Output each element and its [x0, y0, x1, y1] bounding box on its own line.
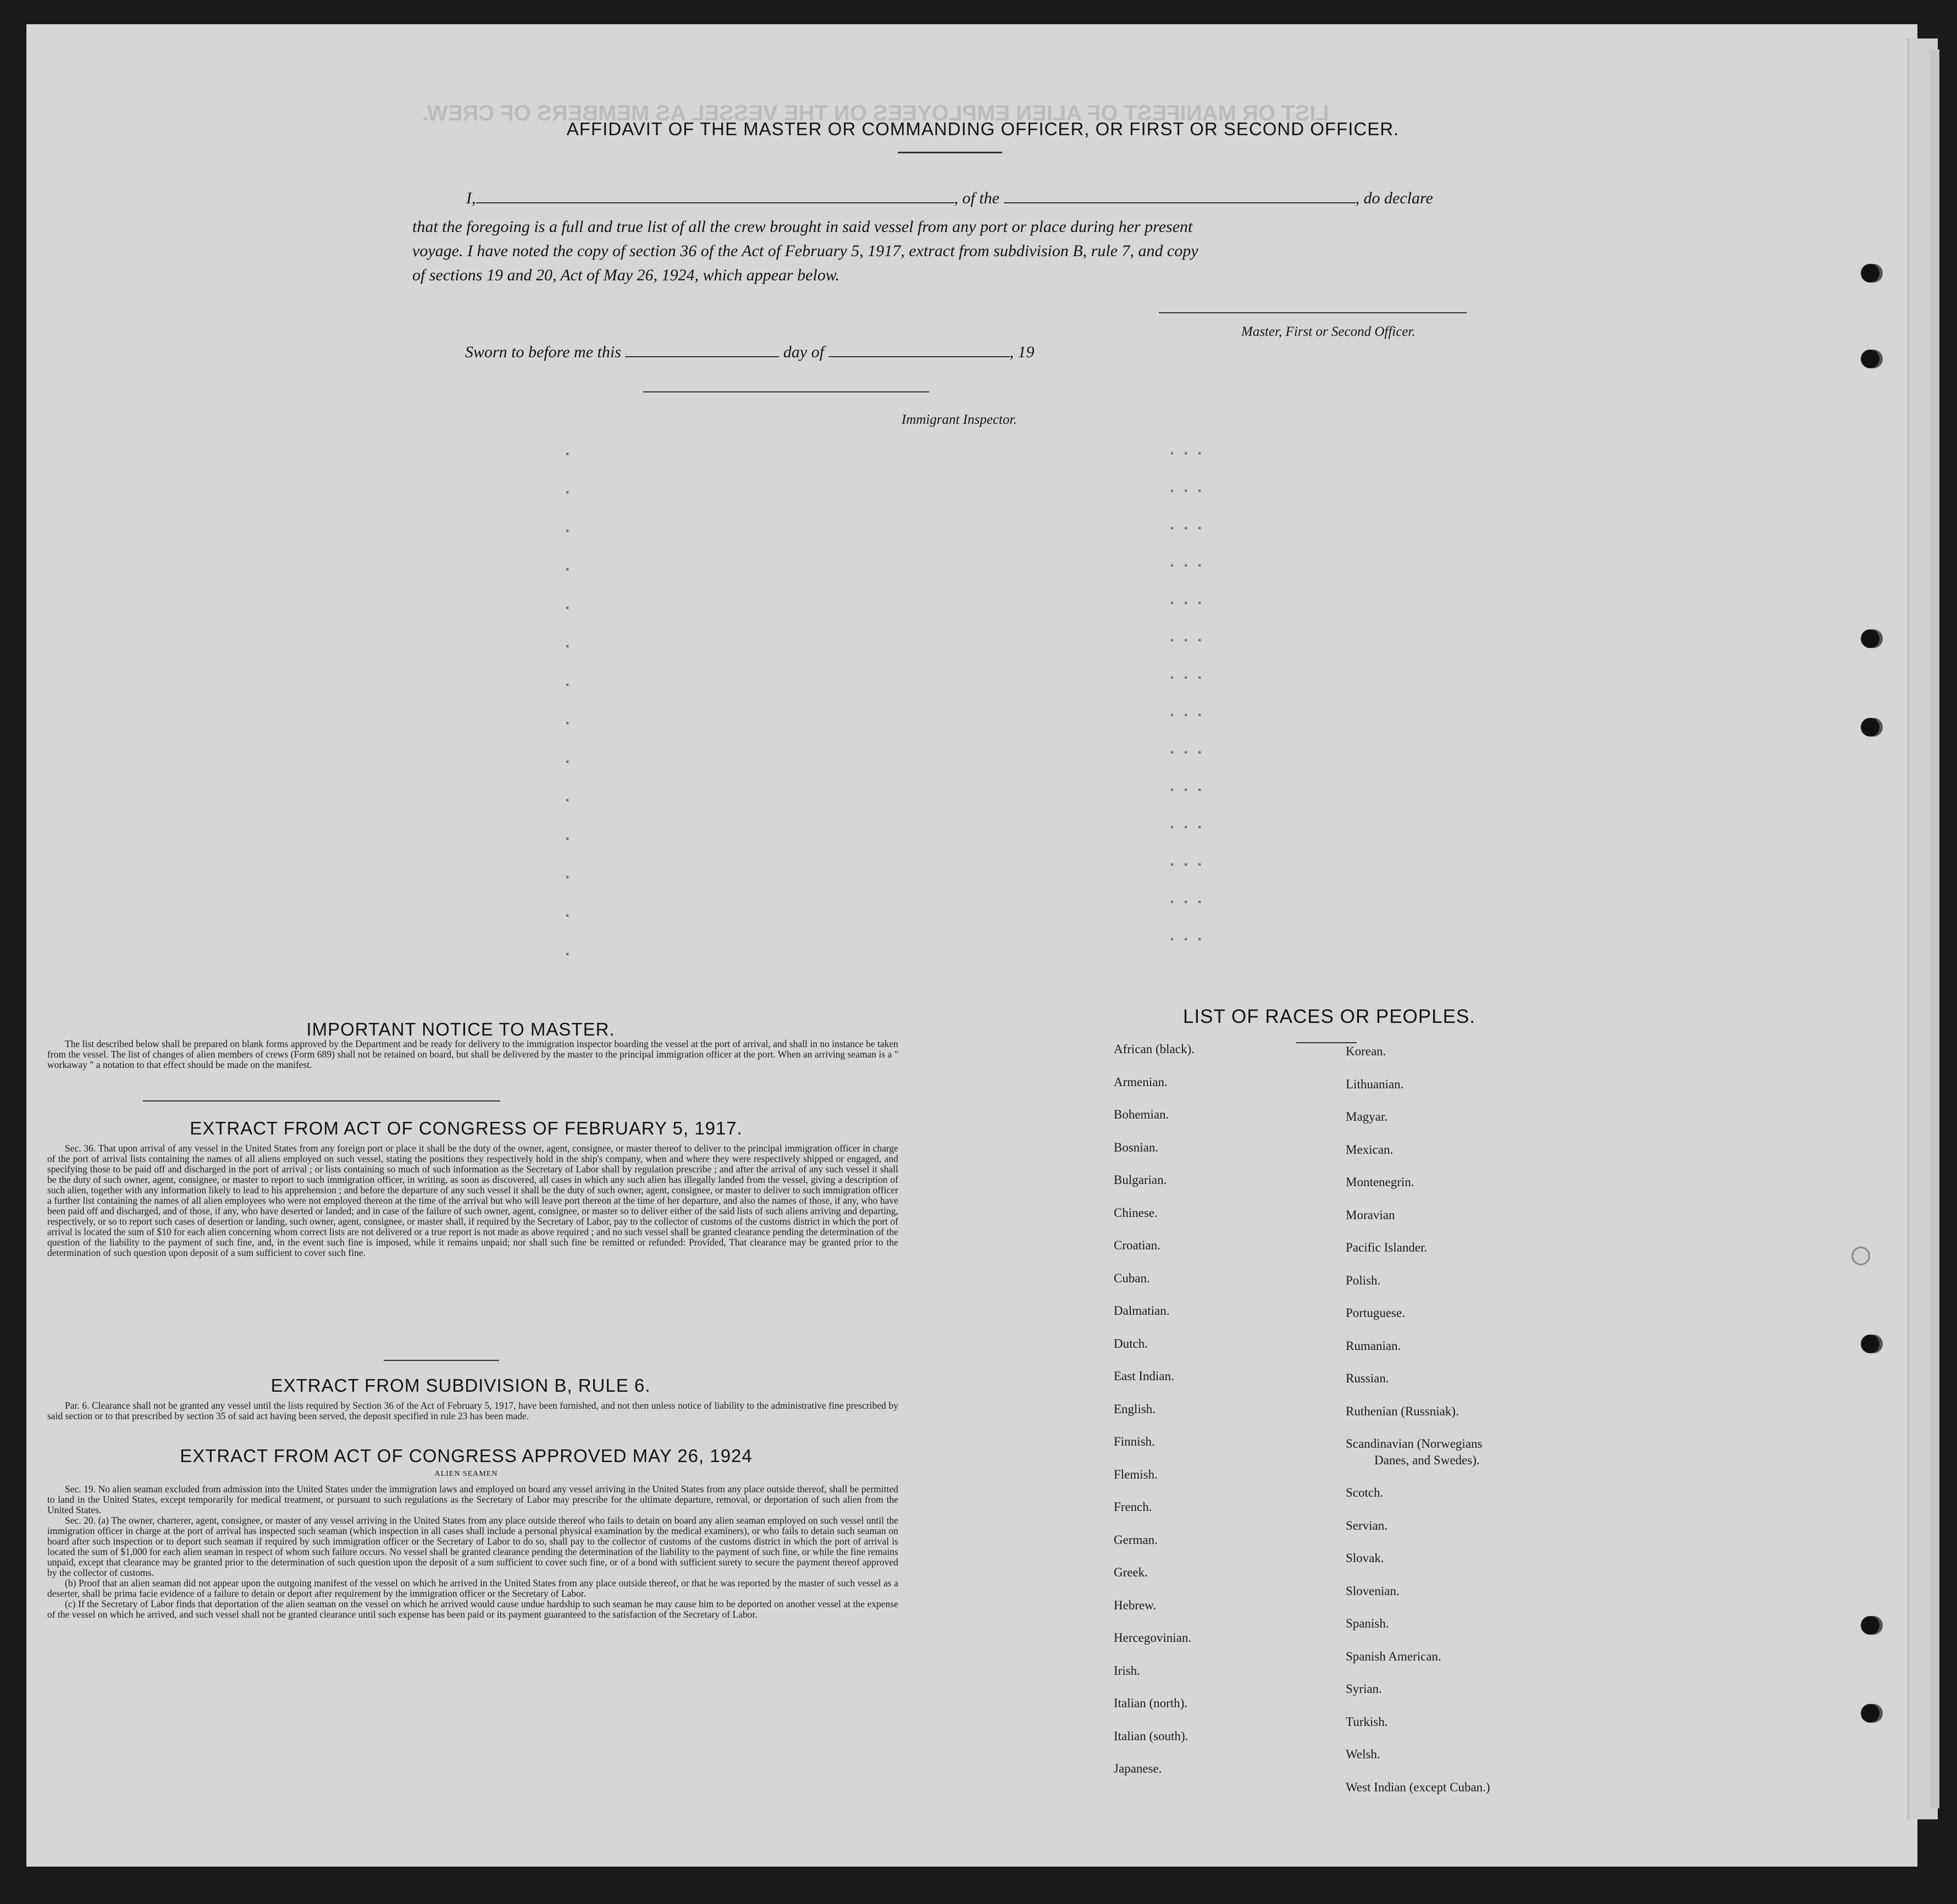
binding-hole	[1861, 1616, 1879, 1635]
sec19-text: Sec. 19. No alien seaman excluded from admission into the United States under the immigration laws and employed on board any vessel arriving in the United States from any place outside thereof, shall be permitted to land in the United States, except temporarily for medical treatment, or pursuant to such regulations as the Secretary of Labor may prescribe for the ultimate departure, removal, or deportation of such alien from the United States.	[47, 1484, 898, 1515]
affidavit-title-rule	[898, 152, 1002, 153]
binding-hole	[1861, 629, 1879, 648]
i-label: I,	[466, 189, 476, 207]
race-item: French.	[1114, 1500, 1152, 1514]
declaration-text-3: of sections 19 and 20, Act of May 26, 1924, which appear below.	[412, 266, 840, 284]
race-item: East Indian.	[1114, 1369, 1174, 1383]
race-item: Portuguese.	[1346, 1306, 1405, 1320]
declaration-text-1: that the foregoing is a full and true list of all the crew brought in said vessel from any port or place during her present	[412, 218, 1193, 236]
race-item: Polish.	[1346, 1273, 1381, 1287]
race-item: Dalmatian.	[1114, 1304, 1170, 1318]
race-item: Irish.	[1114, 1663, 1140, 1678]
race-item: Scandinavian (Norwegians	[1346, 1437, 1483, 1451]
race-item: Ruthenian (Russniak).	[1346, 1404, 1459, 1418]
inspector-caption: Immigrant Inspector.	[902, 412, 1017, 427]
declarant-line	[466, 187, 1433, 208]
race-item: Bohemian.	[1114, 1108, 1169, 1121]
race-item: Armenian.	[1114, 1075, 1168, 1089]
bleed-through-dots-right: . . . . . . . . . . . . . . . . . . . . . . . . . . . . . . . . . . . . . . . . . .	[1170, 440, 1202, 944]
race-item: African (black).	[1114, 1042, 1195, 1056]
extract-1917-body: Sec. 36. That upon arrival of any vessel in the United States from any foreign port or place it shall be the duty of the owner, agent, consignee, or master thereof to deliver to the principal immigration officer in charge of the port of arrival lists containing the names of all aliens employed on such vessel, stating the positions they respectively hold in the ship's company, when and where they were respectively shipped or engaged, and specifying those to be paid off and discharged in the port of arrival ; or lists containing so much of such information as the Secretary of Labor shall by regulation prescribe ; and after the arrival of any such vessel it shall be the duty of such owner, agent, consignee, or master to report to such immigration officer, in writing, as soon as discovered, all cases in which any such alien has illegally landed from the vessel, giving a description of such alien, together with any information likely to lead to his apprehension ; and before the departure of any such vessel it shall be the duty of such owner, agent, consignee, or master to deliver to such immigration officer a further list containing the names of all alien employees who were not employed thereon at the time of the arrival but who will leave port thereon at the time of her departure, and also the names of those, if any, who have been paid off and discharged, and of those, if any, who have deserted or landed; and in case of the failure of such owner, agent, consignee, or master so to deliver either of the said lists of such aliens arriving and departing, respectively, or so to report such cases of desertion or landing, such owner, agent, consignee, or master shall, if required by the Secretary of Labor, pay to the collector of customs of the customs district in which the port of arrival is located the sum of $10 for each alien concerning whom correct lists are not delivered or a true report is not made as above required ; and no such vessel shall be granted clearance pending the determination of the question of the liability to the payment of such fine, and, in the event such fine is imposed, while it remains unpaid; nor shall such fine be remitted or refunded: Provided, That clearance may be granted prior to the determination of such question upon deposit of a sum sufficient to cover such fine.	[47, 1143, 898, 1258]
race-item: Japanese.	[1114, 1762, 1162, 1775]
extract-1917-rule	[384, 1360, 499, 1361]
sworn-day-field[interactable]	[625, 341, 779, 357]
race-item: Mexican.	[1346, 1142, 1394, 1156]
race-item: Hercegovinian.	[1114, 1631, 1192, 1645]
affidavit-title: AFFIDAVIT OF THE MASTER OR COMMANDING OFFICER, OR FIRST OR SECOND OFFICER.	[566, 119, 1400, 139]
race-item: Flemish.	[1114, 1467, 1158, 1481]
race-item: Pacific Islander.	[1346, 1241, 1428, 1254]
rule6-title: EXTRACT FROM SUBDIVISION B, RULE 6.	[270, 1375, 651, 1396]
binding-hole	[1851, 1247, 1870, 1265]
race-item: Bosnian.	[1114, 1140, 1159, 1154]
officer-signature-line[interactable]	[1159, 310, 1467, 313]
race-item: Croatian.	[1114, 1238, 1160, 1252]
race-item: Dutch.	[1114, 1336, 1148, 1350]
race-item: Turkish.	[1346, 1714, 1388, 1729]
race-item: Hebrew.	[1114, 1598, 1157, 1612]
binding-hole	[1861, 264, 1879, 283]
race-item: Magyar.	[1346, 1110, 1388, 1123]
extract-1924-body	[47, 1484, 898, 1620]
officer-caption: Master, First or Second Officer.	[1241, 324, 1416, 339]
race-item: Korean.	[1346, 1044, 1386, 1058]
race-item: Italian (north).	[1114, 1696, 1188, 1710]
race-item: Spanish.	[1346, 1617, 1389, 1630]
vessel-name-field[interactable]	[1004, 187, 1356, 203]
race-item: English.	[1114, 1402, 1156, 1416]
races-title: LIST OF RACES OR PEOPLES.	[1182, 1006, 1475, 1027]
race-item: Bulgarian.	[1114, 1173, 1167, 1187]
declarant-name-field[interactable]	[476, 187, 954, 203]
race-item: Chinese.	[1114, 1205, 1158, 1220]
sworn-month-field[interactable]	[828, 341, 1010, 357]
race-item: Slovenian.	[1346, 1584, 1400, 1598]
race-item: Lithuanian.	[1346, 1077, 1404, 1091]
page-edge-inner	[1930, 49, 1939, 1808]
of-the-label: , of the	[954, 189, 999, 207]
race-item: Danes, and Swedes).	[1374, 1453, 1480, 1467]
race-item: Servian.	[1346, 1518, 1388, 1532]
notice-body: The list described below shall be prepared on blank forms approved by the Department and be ready for delivery to the immigration inspector boarding the vessel at the port of arrival, and shall in no instance be taken from the vessel. The list of changes of alien members of crews (Form 689) shall not be retained on board, but shall be delivered by the master to the principal immigration officer at the port. When an arriving seaman is a " workaway " a notation to that effect should be made on the manifest.	[47, 1038, 898, 1070]
binding-hole	[1861, 350, 1879, 368]
race-item: Rumanian.	[1346, 1338, 1401, 1353]
binding-hole	[1861, 1335, 1879, 1353]
race-item: Moravian	[1346, 1208, 1395, 1222]
declare-label: , do declare	[1355, 189, 1433, 207]
race-item: German.	[1114, 1532, 1158, 1547]
race-item: Spanish American.	[1346, 1649, 1441, 1663]
extract-1917-title: EXTRACT FROM ACT OF CONGRESS OF FEBRUARY 5, 1917.	[190, 1118, 743, 1138]
document-page	[26, 24, 1917, 1867]
sworn-line	[465, 341, 1035, 362]
race-item: Slovak.	[1346, 1551, 1384, 1565]
day-of-label: day of	[783, 343, 825, 361]
race-item: Finnish.	[1114, 1435, 1155, 1448]
binding-hole	[1861, 1704, 1879, 1723]
race-item: West Indian (except Cuban.)	[1346, 1780, 1490, 1794]
notice-rule	[143, 1100, 500, 1102]
bleed-through-header: LIST OR MANIFEST OF ALIEN EMPLOYEES ON THE VESSEL AS MEMBERS OF CREW.	[422, 101, 1329, 125]
year-label: , 19	[1009, 343, 1035, 361]
binding-hole	[1861, 718, 1879, 737]
race-item: Scotch.	[1346, 1486, 1384, 1499]
race-item: Syrian.	[1346, 1682, 1382, 1696]
race-item: Cuban.	[1114, 1271, 1150, 1285]
notice-title: IMPORTANT NOTICE TO MASTER.	[306, 1019, 615, 1039]
inspector-signature-line[interactable]	[643, 389, 929, 392]
sec20b-text: (b) Proof that an alien seaman did not appear upon the outgoing manifest of the vessel on which he arrived in the United States from any place outside thereof, or that he was reported by the master of such vessel as a deserter, shall be prima facie evidence of a failure to detain or deport after requirement by the immigration officer or the Secretary of Labor.	[47, 1578, 898, 1599]
extract-1924-title: EXTRACT FROM ACT OF CONGRESS APPROVED MAY 26, 1924	[180, 1446, 753, 1466]
bleed-through-dots-left: . . . . . . . . . . . . . .	[565, 441, 570, 959]
sworn-label: Sworn to before me this	[465, 343, 621, 361]
sec20a-text: Sec. 20. (a) The owner, charterer, agent, consignee, or master of any vessel arriving in the United States from any place outside thereof who fails to detain on board any alien seaman employed on such vessel until the immigration officer in charge at the port of arrival has inspected such seaman (which inspection in all cases shall include a personal physical examination by the medical examiners), or who fails to detain such seaman on board after such inspection or to deport such seaman if required by such immigration officer or the Secretary of Labor to do so, shall pay to the collector of customs of the customs district in which the port of arrival is located the sum of $1,000 for each alien seaman in respect of whom such failure occurs. No vessel shall be granted clearance pending the determination of the liability to the payment of such fine, or while the fine remains unpaid, except that clearance may be granted prior to the determination of such question upon the deposit of a sum sufficient to cover such fine, or of a bond with sufficient surety to secure the payment thereof approved by the collector of customs.	[47, 1515, 898, 1578]
race-item: Russian.	[1346, 1371, 1389, 1385]
race-item: Italian (south).	[1114, 1729, 1188, 1743]
extract-1924-subtitle: ALIEN SEAMEN	[434, 1470, 498, 1478]
races-title-rule	[1296, 1042, 1357, 1043]
declaration-text-2: voyage. I have noted the copy of section 36 of the Act of February 5, 1917, extract from subdivision B, rule 7, and copy	[412, 242, 1198, 260]
rule6-body: Par. 6. Clearance shall not be granted any vessel until the lists required by Section 36 of the Act of February 5, 1917, have been furnished, and not then unless notice of liability to the administrative fine prescribed by said section or to that prescribed by section 35 of said act having been served, the deposit specified in rule 23 has been made.	[47, 1400, 898, 1421]
race-item: Greek.	[1114, 1565, 1148, 1579]
sec20c-text: (c) If the Secretary of Labor finds that deportation of the alien seaman on the vessel on which he arrived would cause undue hardship to such seaman he may cause him to be deported on another vessel at the expense of the vessel on which he arrived, and such vessel shall not be granted clearance until such expense has been paid or its payment guaranteed to the satisfaction of the Secretary of Labor.	[47, 1598, 898, 1620]
race-item: Welsh.	[1346, 1747, 1380, 1761]
race-item: Montenegrin.	[1346, 1175, 1414, 1189]
